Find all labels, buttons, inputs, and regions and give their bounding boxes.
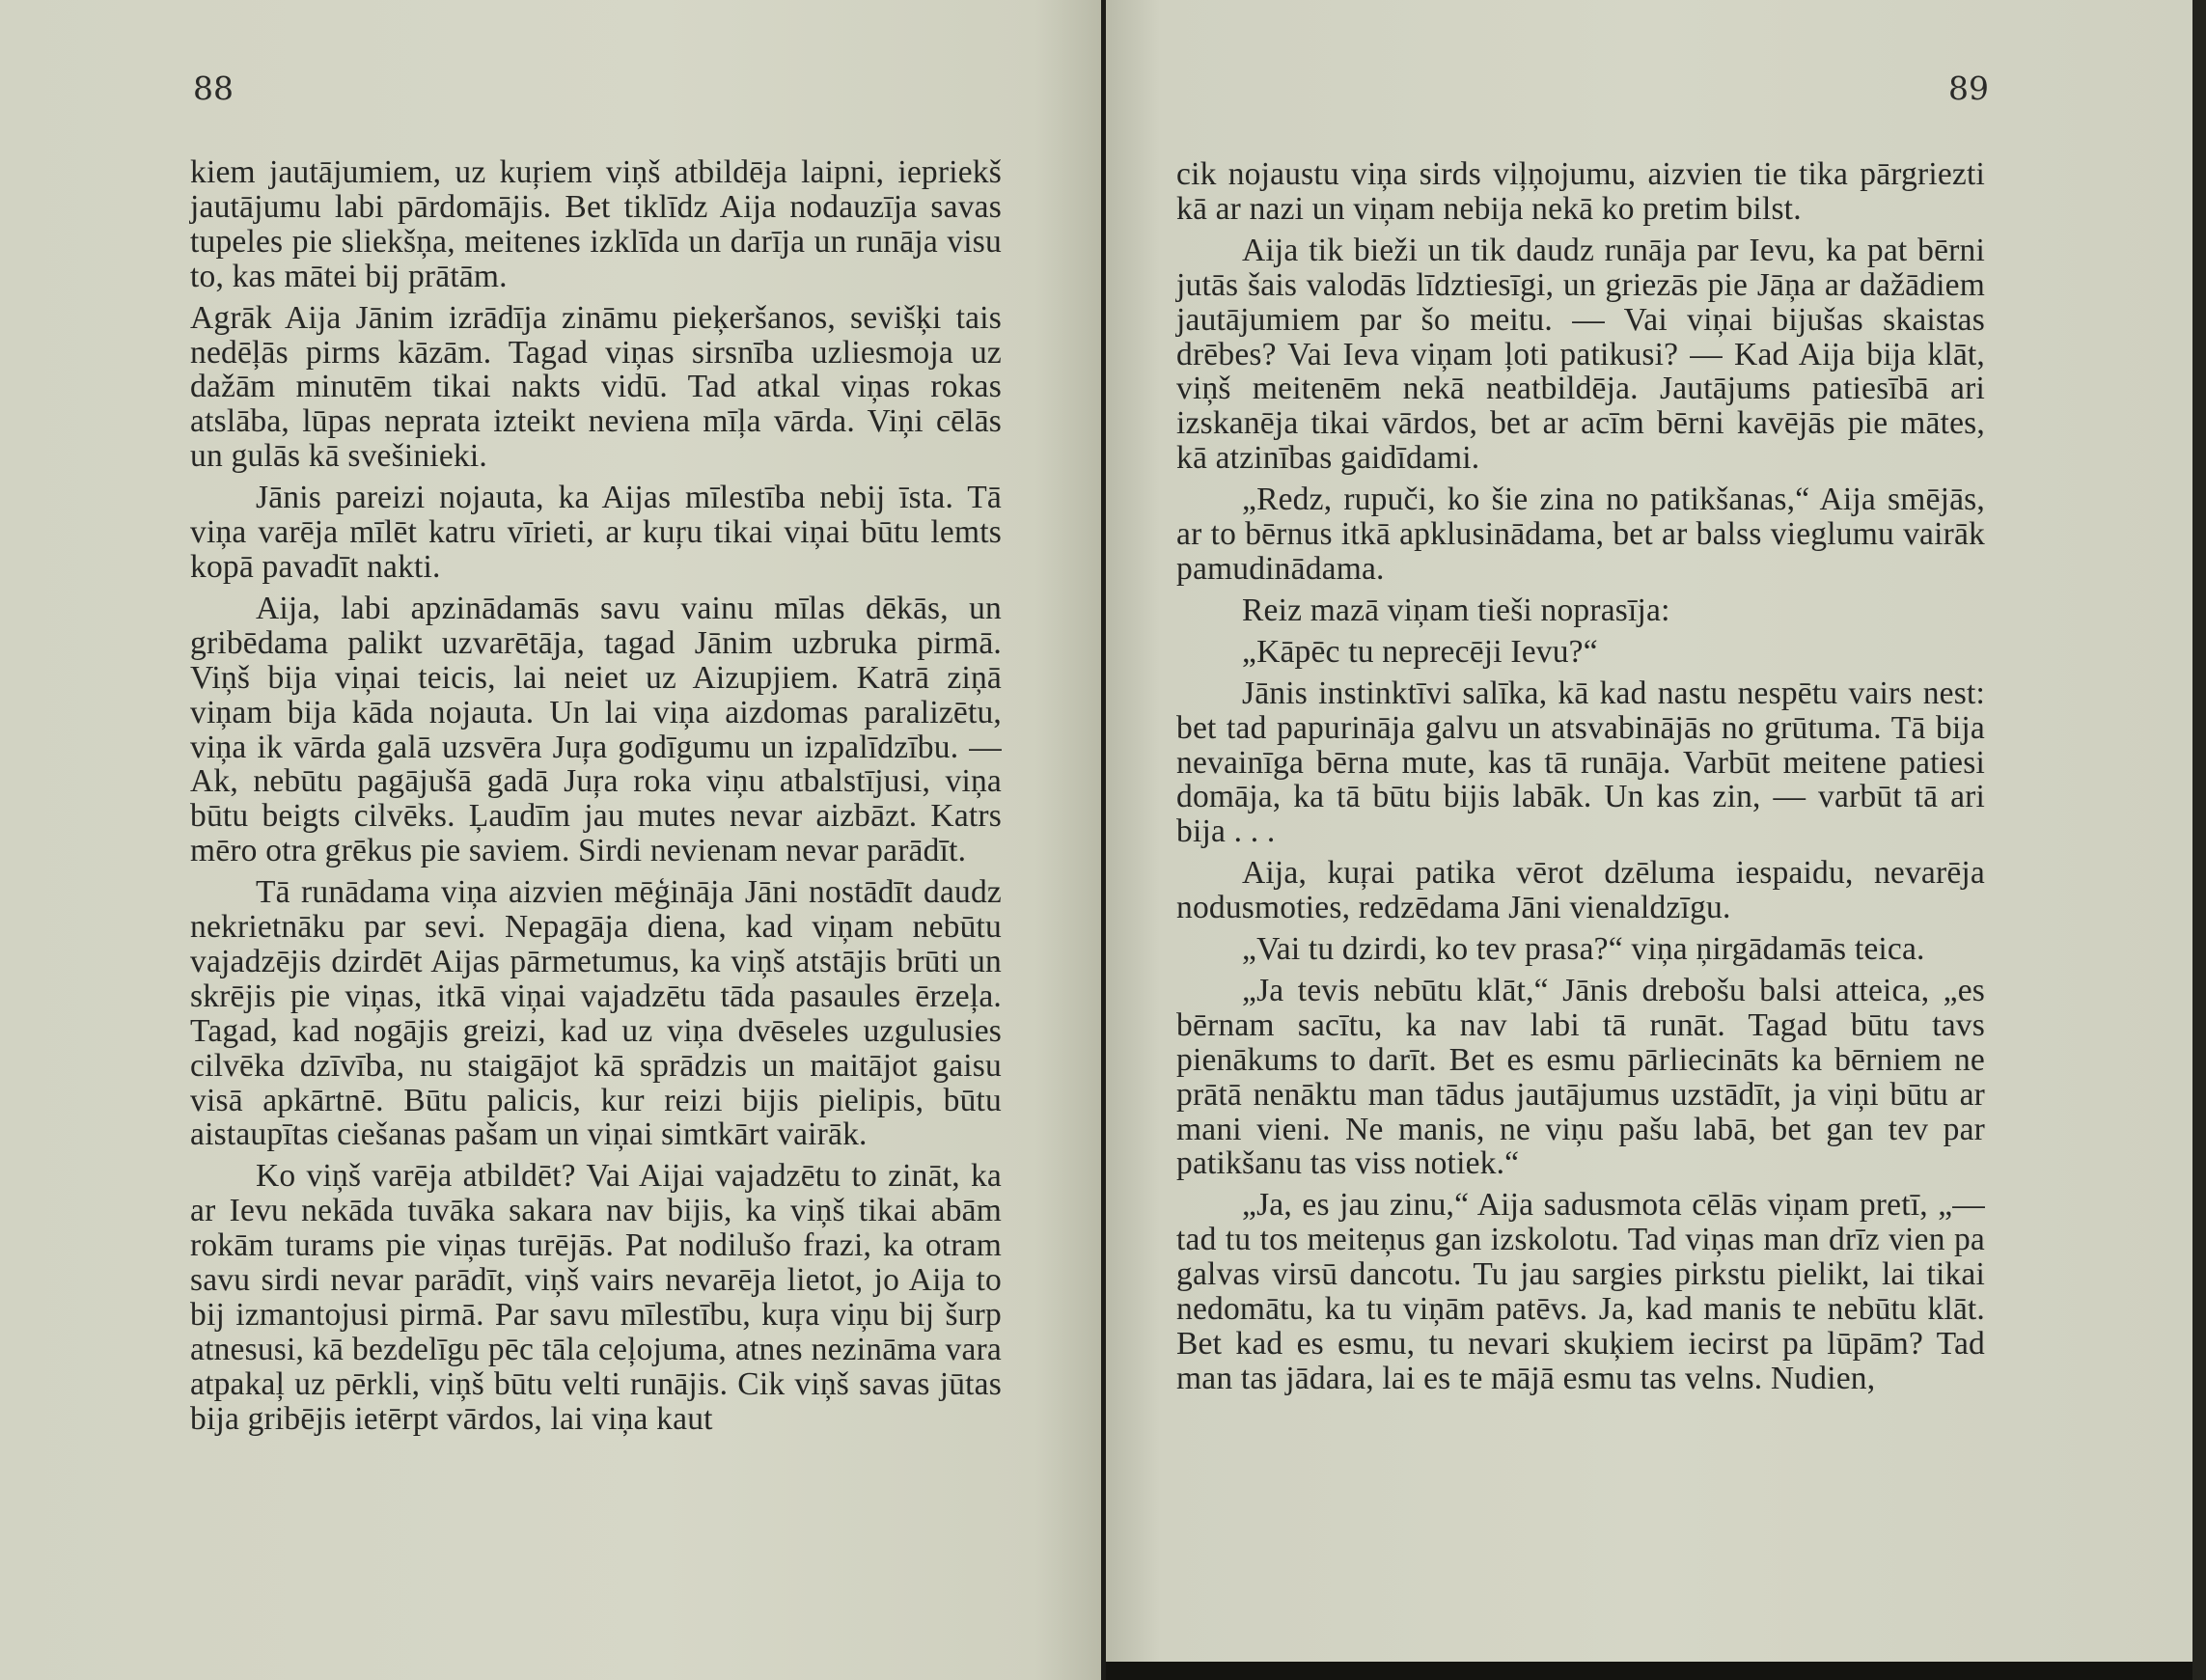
paragraph: Tā runādama viņa aizvien mēģināja Jāni nostādīt daudz nekrietnāku par sevi. Nepagāja diena, kad viņam nebūtu vajadzējis dzirdēt Aijas pārmetumus, ka viņš atstājis brūti un skrējis pie viņas, itkā viņai vajadzētu tāda pasaules ērzeļa. Tagad, kad nogājis greizi, kad uz viņa dvēseles uzgulusies cilvēka dzīvība, nu staigājot kā sprādzis un maitājot gaisu visā apkārtnē. Būtu palicis, kur reizi bijis pielipis, būtu aistaupītas ciešanas pašam un viņai simtkārt vairāk. bbox=[190, 874, 1002, 1153]
paragraph: Agrāk Aija Jānim izrādīja zināmu pieķeršanos, sevišķi tais nedēļās pirms kāzām. Tagad viņas sirsnība uzliesmoja uz dažām minutēm tikai nakts vidū. Tad atkal viņas rokas atslāba, lūpas neprata izteikt neviena mīļa vārda. Viņi cēlās un gulās kā svešinieki. bbox=[190, 299, 1002, 475]
paragraph: Aija, labi apzinādamās savu vainu mīlas dēkās, un gribēdama palikt uzvarētāja, tagad Jānim uzbruka pirmā. Viņš bija viņai teicis, lai neiet uz Aizupjiem. Katrā ziņā viņam bija kāda nojauta. Un lai viņa aizdomas paralizētu, viņa ik vārda galā uzsvēra Juŗa godīgumu un izpalīdzību. — Ak, nebūtu pagājušā gadā Juŗa roka viņu atbalstījusi, viņa būtu beigts cilvēks. Ļaudīm jau mutes nevar aizbāzt. Katrs mēro otra grēkus pie saviem. Sirdi nevienam nevar parādīt. bbox=[190, 590, 1002, 869]
left-page-text bbox=[190, 155, 1002, 1444]
paragraph: „Kāpēc tu neprecēji Ievu?“ bbox=[1242, 633, 1598, 670]
paragraph: „Ja tevis nebūtu klāt,“ Jānis drebošu balsi atteica, „es bērnam sacītu, ka nav labi tā runāt. Tagad būtu tavs pienākums to darīt. Bet es esmu pārliecināts ka bērniem ne prātā nenāktu man tādus jautājumus uzstādīt, ja viņi būtu ar mani vieni. Ne manis, ne viņu pašu labā, bet gan tev par patikšanu tas viss notiek.“ bbox=[1176, 972, 1985, 1182]
paragraph: Ko viņš varēja atbildēt? Vai Aijai vajadzētu to zināt, ka ar Ievu nekāda tuvāka sakara nav bijis, ka viņš tikai abām rokām turams pie viņas turējās. Pat nodilušo frazi, ka otram savu sirdi nevar parādīt, viņš vairs nevarēja lietot, jo Aija to bij izmantojusi pirmā. Par savu mīlestību, kuŗa viņu bij šurp atnesusi, kā bezdelīgu pēc tāla ceļojuma, atnes nezināma vara atpakaļ uz pērkli, viņš būtu velti runājis. Cik viņš savas jūtas bija gribējis ietērpt vārdos, lai viņa kaut bbox=[190, 1158, 1002, 1437]
page-number-left: 88 bbox=[193, 69, 234, 107]
right-page-text bbox=[1176, 157, 1985, 1403]
paragraph: Reiz mazā viņam tieši noprasīja: bbox=[1242, 592, 1670, 628]
paragraph: kiem jautājumiem, uz kuŗiem viņš atbildēja laipni, iepriekš jautājumu labi pārdomājis. Bet tiklīdz Aija nodauzīja savas tupeles pie sliekšņa, meitenes izklīda un darīja un runāja visu to, kas mātei bij prātām. bbox=[190, 154, 1002, 294]
paragraph: Aija tik bieži un tik daudz runāja par Ievu, ka pat bērni jutās šais valodās līdztiesīgi, un griezās pie Jāņa ar dažādiem jautājumiem par šo meitu. — Vai viņai bijušas skaistas drēbes? Vai Ieva viņam ļoti patikusi? — Kad Aija bija klāt, viņš meitenēm nekā neatbildēja. Jautājums patiesībā ari izskanēja tikai vārdos, bet ar acīm bērni kavējās pie mātes, kā atzinības gaidīdami. bbox=[1176, 232, 1985, 477]
right-page bbox=[1106, 0, 2192, 1680]
paragraph: Jānis instinktīvi salīka, kā kad nastu nespētu vairs nest: bet tad papurināja galvu un atsvabinājās no grūtuma. Tā bija nevainīga bērna mute, kas tā runāja. Varbūt meitene patiesi domāja, ka tā būtu bijis labāk. Un kas zin, — varbūt tā ari bija . . . bbox=[1176, 675, 1985, 850]
scan-right-edge bbox=[2192, 0, 2206, 1680]
paragraph: „Vai tu dzirdi, ko tev prasa?“ viņa ņirgādamās teica. bbox=[1242, 931, 1925, 968]
paragraph: cik nojaustu viņa sirds viļņojumu, aizvien tie tika pārgriezti kā ar nazi un viņam nebija nekā ko pretim bilst. bbox=[1176, 156, 1985, 227]
paragraph: Jānis pareizi nojauta, ka Aijas mīlestība nebij īsta. Tā viņa varēja mīlēt katru vīrieti, ar kuŗu tikai viņai būtu lemts kopā pavadīt nakti. bbox=[190, 480, 1002, 585]
scan-bottom-edge bbox=[1106, 1662, 2206, 1680]
paragraph: Aija, kuŗai patika vērot dzēluma iespaidu, nevarēja nodusmoties, redzēdama Jāni vienaldzīgu. bbox=[1176, 855, 1985, 926]
left-page bbox=[0, 0, 1101, 1680]
page-number-right: 89 bbox=[1948, 69, 1989, 107]
paragraph: „Redz, rupuči, ko šie zina no patikšanas,“ Aija smējās, ar to bērnus itkā apklusinādama, bet ar balss vieglumu vairāk pamudinādama. bbox=[1176, 482, 1985, 587]
paragraph: „Ja, es jau zinu,“ Aija sadusmota cēlās viņam pretī, „— tad tu tos meiteņus gan izskolotu. Tad viņas man drīz vien pa galvas virsū dancotu. Tu jau sargies pirkstu pielikt, lai tikai nedomātu, ka tu viņām patēvs. Ja, kad manis te nebūtu klāt. Bet kad es esmu, tu nevari skuķiem iecirst pa lūpām? Tad man tas jādara, lai es te mājā esmu tas velns. Nudien, bbox=[1176, 1187, 1985, 1396]
